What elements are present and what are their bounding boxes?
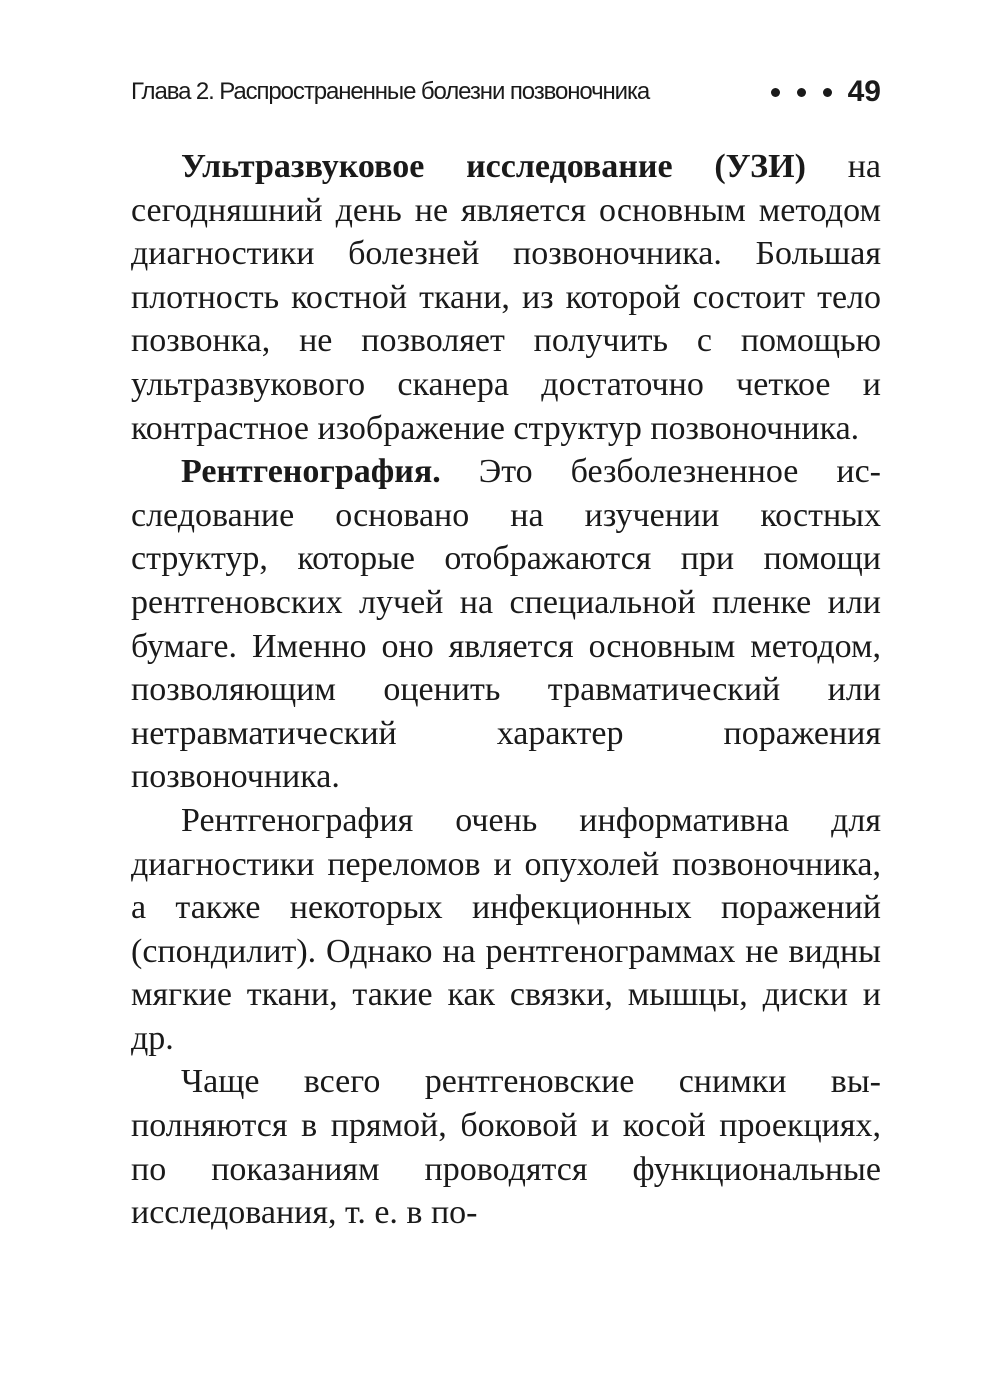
running-head-right	[754, 75, 881, 109]
paragraph-radiography	[131, 450, 881, 799]
body-text	[131, 145, 881, 1235]
paragraph-text: на сегодняшний день не является основным методом диагностики болезней позвоночника. Большая плотность костной ткани, из которой состоит тело позвонка, не позволяет получить с помощью ультразвукового сканера достаточно четкое и контрастное изображение структур позвоночника.	[131, 148, 881, 447]
bullet-dot	[823, 88, 832, 97]
chapter-title: Глава 2. Распространенные болезни позвоночника	[131, 78, 650, 105]
paragraph-informativeness	[131, 799, 881, 1061]
term-ultrasound: Ультразвуковое исследование (УЗИ)	[181, 148, 806, 185]
term-radiography: Рентгенография.	[181, 453, 441, 491]
bullet-dot	[797, 88, 806, 97]
page-number: 49	[847, 75, 881, 108]
paragraph-ultrasound	[131, 145, 881, 450]
running-head	[131, 72, 881, 112]
paragraph-text: Это безболезненное исследование основано на изучении костных структур, которые отображаются при помощи рентгеновских лучей на специальной пленке или бумаге. Именно оно является основным методом, позволяющим оценить травматический или нетравматический характер поражения позвоночника.	[131, 453, 881, 796]
paragraph-text: Чаще всего рентгеновские снимки выполняются в прямой, боковой и косой проекциях, по показаниям проводятся функциональные исследования, т. е. в по-	[131, 1063, 881, 1232]
paragraph-projections	[131, 1060, 881, 1234]
ornament-dots	[754, 88, 832, 97]
paragraph-text: Рентгенография очень информативна для диагностики переломов и опухолей позвоночника, а также некоторых инфекционных поражений (спондилит). Однако на рентгенограммах не видны мягкие ткани, такие как связки, мышцы, диски и др.	[131, 801, 881, 1057]
bullet-dot	[771, 88, 780, 97]
